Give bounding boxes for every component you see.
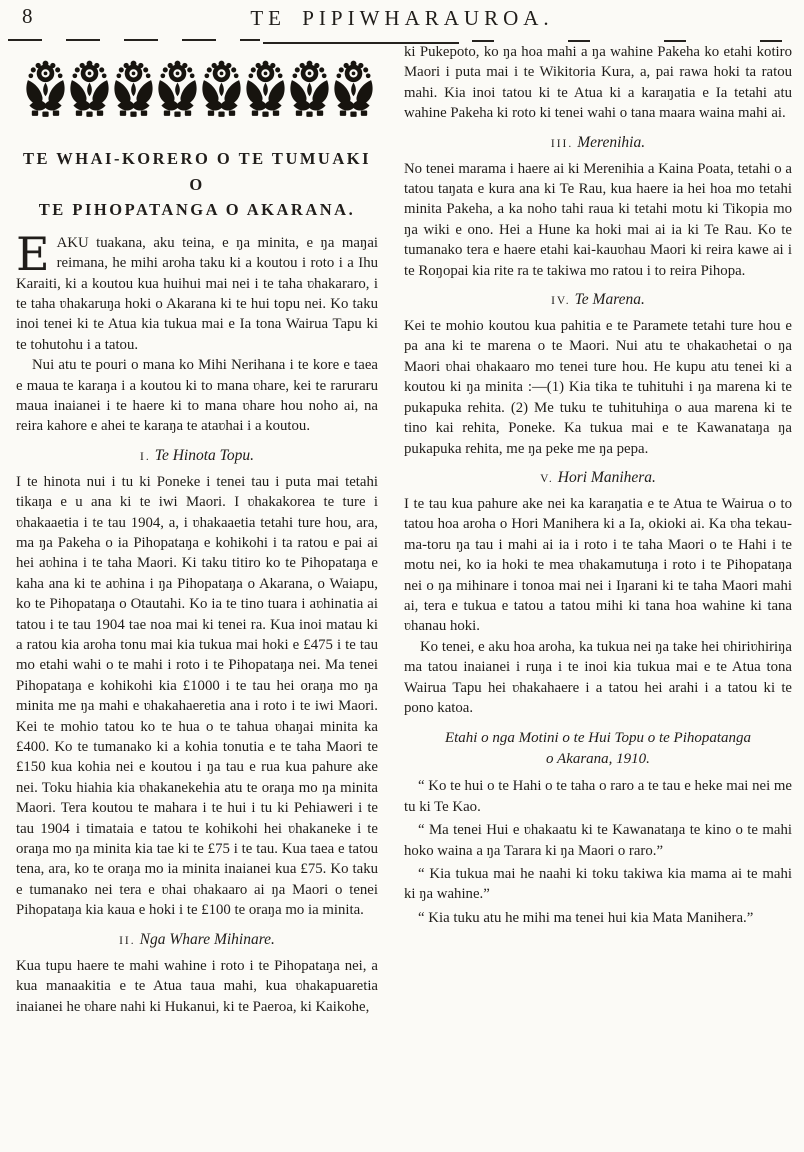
fleuron-ornament-icon	[200, 58, 243, 118]
article-title	[16, 146, 378, 223]
section-number: I.	[140, 450, 151, 463]
masthead-title: TE PIPIWHARAUROA.	[250, 6, 554, 30]
section-5-body-2: Ko tenei, e aku hoa aroha, ka tukua nei ŋa take hei ʋhiriʋhiriŋa ma tatou inaianei i ruŋa i te inoi kia tukua mai e te Atua tona Wairua Tapu hei ʋhakahaere i a tatou hei arahi i a tatou ki te pono katoa.	[404, 638, 792, 716]
drop-cap: E	[16, 226, 50, 281]
section-number: II.	[119, 934, 136, 947]
page-number: 8	[22, 4, 34, 28]
article-title-line1: TE WHAI-KORERO O TE TUMUAKI O	[22, 149, 372, 194]
motions-heading	[404, 728, 792, 770]
section-heading-1	[16, 446, 378, 467]
section-heading-5	[404, 468, 792, 489]
ornament-row	[16, 54, 378, 122]
section-title: Te Marena.	[574, 291, 645, 309]
fleuron-ornament-icon	[332, 58, 375, 118]
section-title: Hori Manihera.	[557, 468, 656, 486]
intro-paragraph-text: AKU tuakana, aku teina, e ŋa minita, e ŋa maŋai reimana, he mihi aroha taku ki a koutou i roto i a Ihu Karaiti, ki a koutou kua huihui mai nei i te taha ʋhakararo, i te taha ʋhakaruŋa hoki o Akarana ki te hui topu nei. Ko taku inoi tenei ki te Atua kia tukua mai e Ia tona Wairua Tapu ki te tohutohu i a tatou.	[16, 234, 378, 353]
section-2-body: Kua tupu haere te mahi wahine i roto i te Pihopataŋa nei, a kua manaakitia e te Atua taua mahi, kua ʋhakapuaretia inaianei he ʋhare nahi ki Hukanui, ki te Paeroa, ki Kaikohe,	[16, 957, 378, 1015]
fleuron-ornament-icon	[112, 58, 155, 118]
section-title: Te Hinota Topu.	[154, 446, 254, 464]
right-column	[404, 42, 792, 1152]
motion-item: “ Kia tuku atu he mihi ma tenei hui kia Mata Manihera.”	[418, 909, 754, 926]
motions-heading-line1: Etahi o nga Motini o te Hui Topu o te Pihopatanga	[444, 730, 752, 747]
motions-heading-line2: o Akarana, 1910.	[546, 751, 650, 768]
section-heading-4	[404, 290, 792, 311]
section-number: V.	[540, 472, 554, 485]
section-number: III.	[550, 137, 574, 150]
section-heading-3	[404, 133, 792, 154]
article-title-line2: TE PIHOPATANGA O AKARANA.	[38, 200, 356, 220]
fleuron-ornament-icon	[24, 58, 67, 118]
fleuron-ornament-icon	[68, 58, 111, 118]
section-heading-2	[16, 930, 378, 951]
fleuron-ornament-icon	[156, 58, 199, 118]
section-title: Nga Whare Mihinare.	[139, 930, 275, 948]
intro-paragraph	[16, 226, 378, 355]
fleuron-ornament-icon	[288, 58, 331, 118]
motion-item: “ Ko te hui o te Hahi o te taha o raro a te tau e heke mai nei me tu ki Te Kao.	[404, 778, 792, 815]
motion-item: “ Kia tukua mai he naahi ki toku takiwa kia mama ai te mahi ki ŋa wahine.”	[404, 866, 792, 903]
left-column	[16, 54, 378, 1152]
header-rule-left-dashes	[8, 39, 260, 41]
intro-paragraph-2: Nui atu te pouri o mana ko Mihi Nerihana i te kore e taea e maua te karaŋa i a koutou ki to mana ʋhare, kei te raruraru maua inaianei i te haere ki to mana ʋhare hou noho ai, na reira kahore e ahei te karaŋa te ataʋhai i a koutou.	[16, 357, 378, 435]
section-2-continuation: ki Pukepoto, ko ŋa hoa mahi a ŋa wahine Pakeha ko etahi kotiro Maori i puta mai i te Wikitoria Kura, a, pai rawa hoki ta ratou mahi. Kia inoi tatou ki te Atua ki a karaŋatia e Ia tetahi atu wahine Pakeha ki roto ki tenei wahi o tana maara waina mahi ai.	[404, 44, 792, 122]
section-5-body: I te tau kua pahure ake nei ka karaŋatia e te Atua te Wairua o to tatou hoa aroha o Hori Manihera ki a Ia, okioki ai. Ka ʋha tekau-ma-toru ŋa tau i mahi ai ia i roto i te taha Maori o te Hahi i te motu nei, ko ia hoki te mea ʋhakamutuŋa i roto i te Pihopataŋa nei o ŋa mihinare i tonoa mai nei i Iŋarani ki te taha Maori mahi ai, tera e tukua e tatou a tatou mihi ki tana hoa wahine ki tana ʋhanau hoki.	[404, 495, 792, 635]
motion-item: “ Ma tenei Hui e ʋhakaatu ki te Kawanataŋa te kino o te mahi hoko waina a ŋa Tarara ki ŋa Maori o raro.”	[404, 822, 792, 859]
section-3-body: No tenei marama i haere ai ki Merenihia a Kaina Poata, tetahi o a tatou taŋata e kura ana ki Te Rau, kua haere ia hei hoa mo tetahi minita Pakeha, a ka noho tahi raua ki tetahi motu ki Tikopia mo ŋa wiki e ono. Hei a Hune ka hoki mai ai ia ki Te Rau. Ko te tumanako tera e haere etahi kai-kauʋhau Maori ki reira kawe ai i te Roŋopai kia rite ra te takiwa mo ratou i to reira Pihopa.	[404, 160, 792, 279]
section-1-body: I te hinota nui i tu ki Poneke i tenei tau i puta mai tetahi tikaŋa e u ana ki te iwi Maori. I ʋhakakorea te ture i ʋhakaaetia i te tau 1904, a, i ʋhakaaetia tetahi ture hou, ara, ma ŋa Pakeha o ia Pihopataŋa e kohikohi i ta ratou e pai ai hei aʋhina i te taha Maori. Ki taku titiro ko te Pihopataŋa e kaha ana ki te aʋhina i ŋa Pihopataŋa o Akarana, o Waiapu, ko te Pihopataŋa o Otautahi. Ko ia te tino tuara i aʋhinatia ai tatou i te tau 1904 tae noa mai ki tenei ra. Kua inoi matau ki a ratou kia aroha tonu mai kia tukua mai hoki e £475 i te tau mo etahi wahi o te mahi i roto i te Pihopataŋa nei. Ma tenei Pihopataŋa e kohikohi kia £1000 i te tau hei oraŋa mo ŋa minita me ŋa mahi e ʋhakahaeretia ana i roto i te iwi Maori. Kei te mohio tatou ko te hua o te tahua ʋhaŋai minita ka £400. Ko te tumanako ki a kohia tonutia e te taha Maori te £150 kua kohia nei e koutou i ŋa tau e rua kua pahure ake nei. Toku hiahia kia ʋhakanekehia atu te oraŋa mo ŋa minita Maori. Tera koutou te mahara i te hui i tu ki Pehiaweri i te tau 1904 i timataia e tatou te kohikohi hei ʋhakaneke i te oraŋa mo ŋa minita kia tae ki te £75 i te tau. Kua taea e tatou tena, ara, ko te oraŋa mo ia minita inaianei kua £75. Ko taku e tumanako nei tera e ʋhai ʋhakaaro ai ŋa Maori o tenei Pihopataŋa kia kaua e hoki i te £100 te oraŋa mo ia minita.	[16, 473, 378, 919]
section-title: Merenihia.	[577, 133, 646, 151]
fleuron-ornament-icon	[244, 58, 287, 118]
section-number: IV.	[551, 295, 571, 308]
section-4-body: Kei te mohio koutou kua pahitia e te Paramete tetahi ture hou e pa ana ki te marena o te Maori. Nui atu te ʋhakaʋhetai o ŋa Maori ʋhai ʋhakaaro mo tenei ture hou. He kupu atu tenei ki a koutou ki ŋa minita :—(1) Kia tika te tuhituhi i ŋa marena ki te pukapuka rehita. (2) Me tuku te tuhituhiŋa o aua marena ki te tino kai rehita, Poneke. Ka tukua mai e te Kawanataŋa ŋa pukapuka rehita, me ŋa peke me ŋa pepa.	[404, 318, 792, 457]
